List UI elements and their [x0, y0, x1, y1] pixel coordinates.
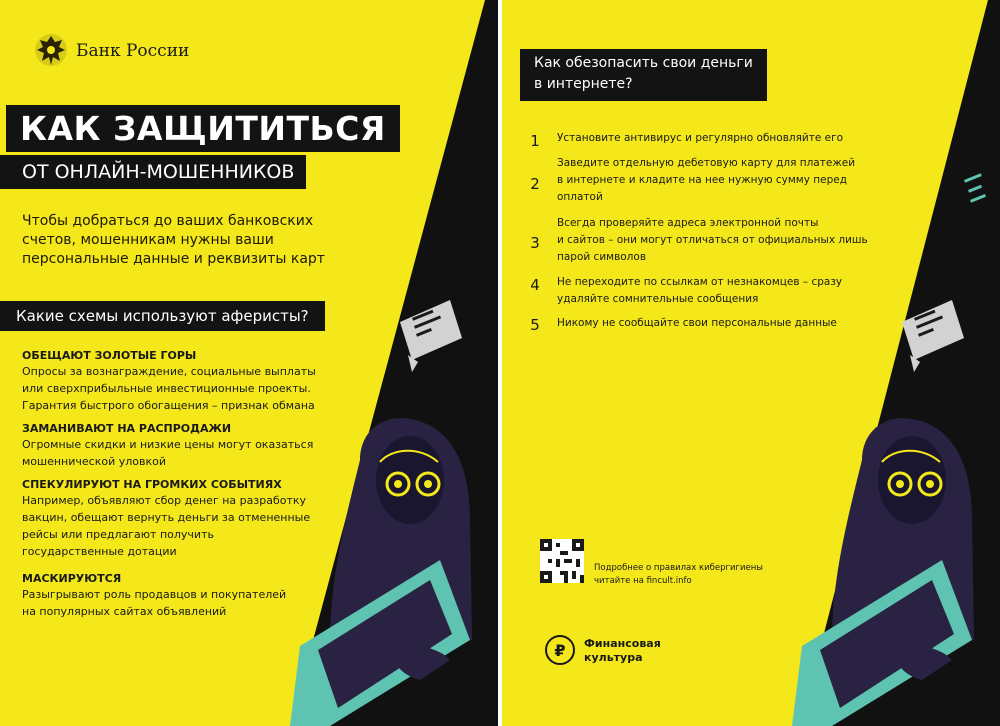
page-title: КАК ЗАЩИТИТЬСЯ	[6, 105, 400, 152]
step-number: 3	[530, 234, 540, 252]
ruble-circle-icon	[544, 634, 576, 666]
scheme-text: Огромные скидки и низкие цены могут оказаться мошеннической уловкой	[22, 438, 314, 468]
step-text: Установите антивирус и регулярно обновляйте его	[557, 132, 844, 144]
qr-code-icon	[540, 539, 584, 583]
scheme-text: Опросы за вознаграждение, социальные выплаты или сверхприбыльные инвестиционные проекты. Гарантия быстрого обогащения – признак обмана	[22, 365, 316, 412]
step-text: Не переходите по ссылкам от незнакомцев – сразу удаляйте сомнительные сообщения	[557, 276, 843, 305]
bank-name: Банк России	[76, 41, 190, 61]
scheme-title: ОБЕЩАЮТ ЗОЛОТЫЕ ГОРЫ	[22, 349, 197, 362]
scheme-text: Например, объявляют сбор денег на разработку вакцин, обещают вернуть деньги за отмененные рейсы или предлагают получить государственные дотации	[22, 494, 311, 558]
scheme-text: Разыгрывают роль продавцов и покупателей на популярных сайтах объявлений	[22, 588, 287, 618]
step-number: 2	[530, 175, 540, 193]
scheme-title: МАСКИРУЮТСЯ	[22, 572, 122, 585]
intro-text: Чтобы добраться до ваших банковских счетов, мошенникам нужны ваши персональные данные и реквизиты карт	[22, 213, 325, 267]
step-number: 1	[530, 132, 540, 150]
page-subtitle: ОТ ОНЛАЙН-МОШЕННИКОВ	[0, 155, 306, 189]
step-text: Заведите отдельную дебетовую карту для платежей в интернете и кладите на нее нужную сумму перед оплатой	[557, 157, 856, 203]
hacker-illustration	[502, 0, 1000, 726]
step-number: 4	[530, 276, 540, 294]
scheme-title: ЗАМАНИВАЮТ НА РАСПРОДАЖИ	[22, 422, 232, 435]
step-text: Всегда проверяйте адреса электронной почты и сайтов – они могут отличаться от официальных лишь парой символов	[557, 217, 868, 263]
footer-text: Подробнее о правилах кибергигиены читайте на fincult.info	[594, 563, 763, 586]
svg-text:₽: ₽	[554, 641, 566, 660]
section-title: Какие схемы используют аферисты?	[0, 301, 325, 331]
step-text: Никому не сообщайте свои персональные данные	[557, 317, 837, 329]
right-heading: Как обезопасить свои деньги в интернете?	[520, 49, 767, 101]
double-headed-eagle-icon	[34, 32, 68, 68]
brand-name: Финансовая культура	[584, 637, 661, 664]
scheme-title: СПЕКУЛИРУЮТ НА ГРОМКИХ СОБЫТИЯХ	[22, 478, 282, 491]
right-page	[502, 0, 1000, 726]
step-number: 5	[530, 316, 540, 334]
